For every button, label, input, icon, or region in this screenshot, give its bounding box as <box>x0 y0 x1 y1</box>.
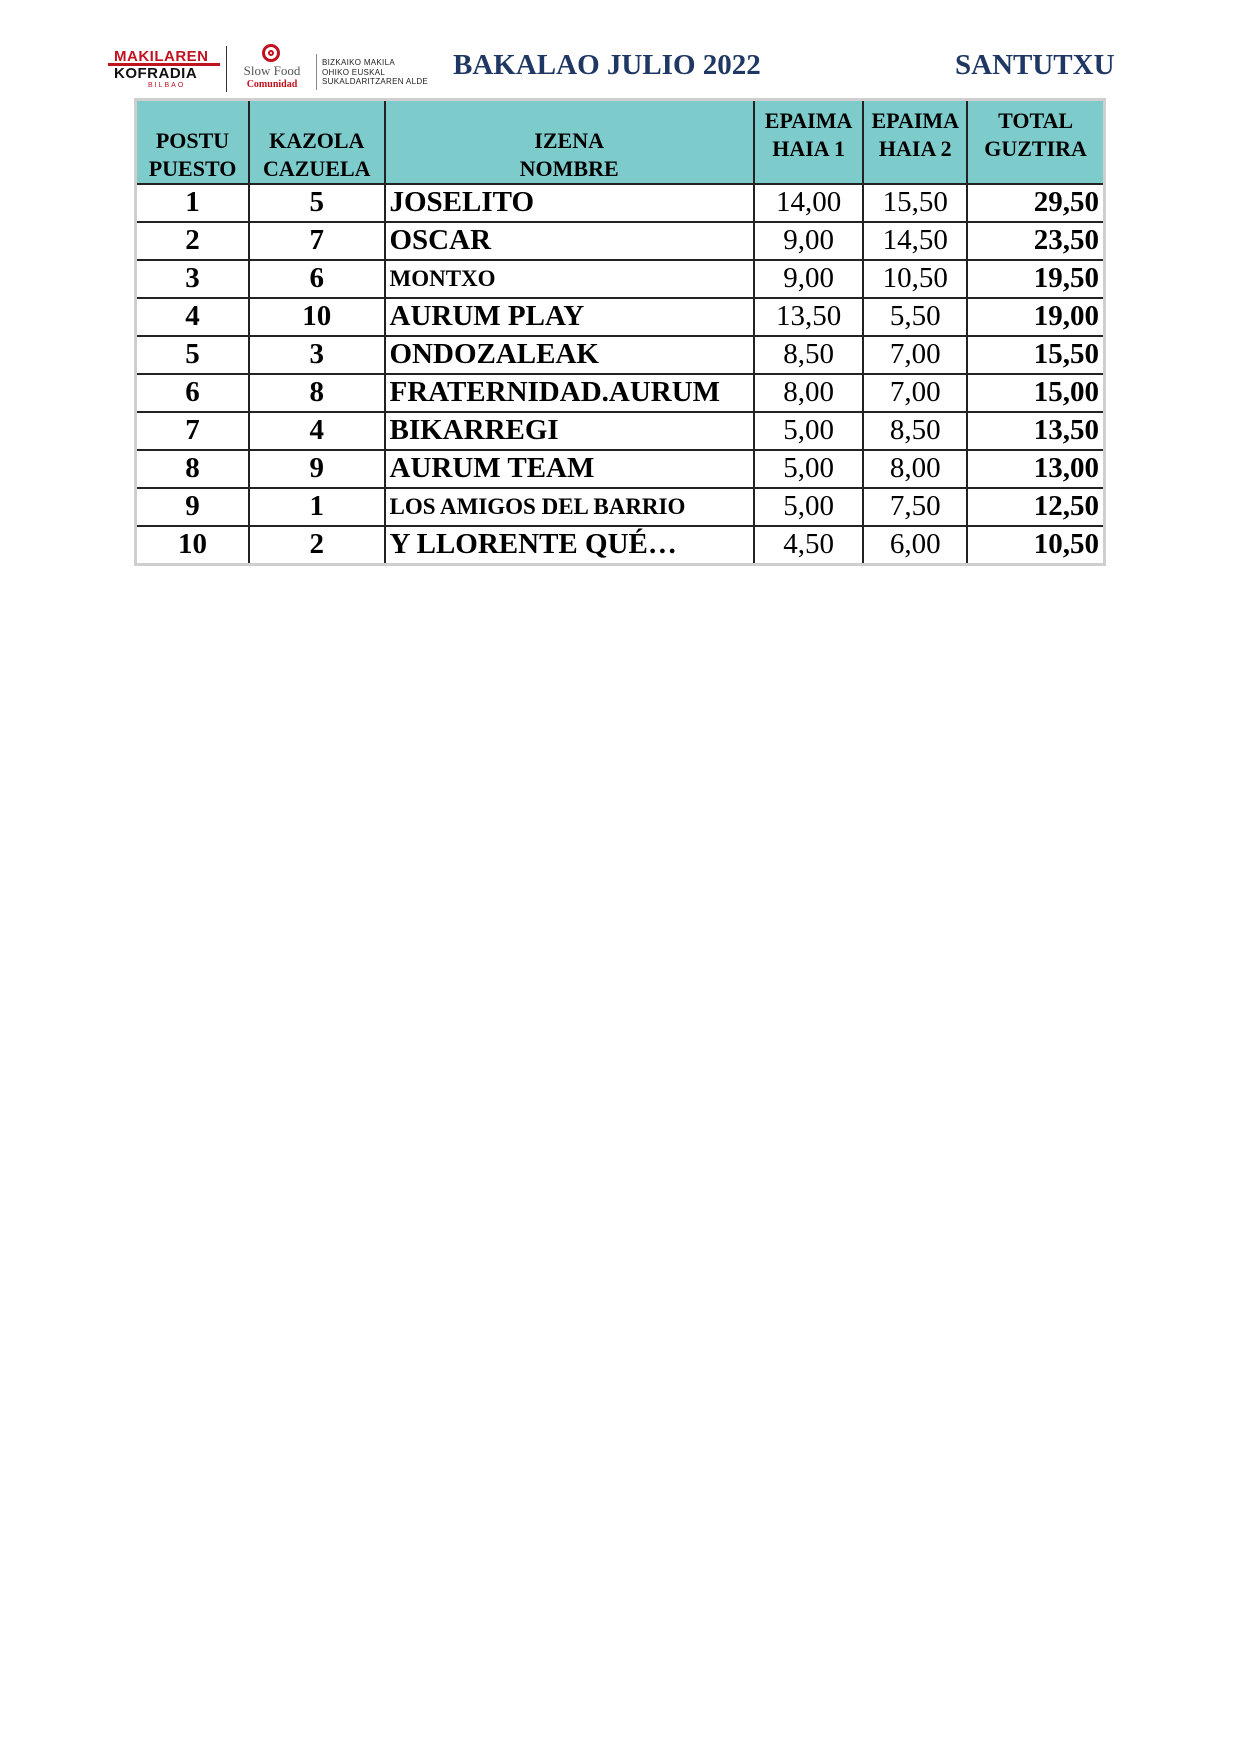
cell-juez2: 5,50 <box>863 298 967 336</box>
table-header-row <box>136 100 1105 184</box>
cell-juez1: 14,00 <box>754 184 864 222</box>
cell-total: 23,50 <box>967 222 1104 260</box>
header-line: HAIA 1 <box>772 135 845 161</box>
cell-nombre: FRATERNIDAD.AURUM <box>385 374 754 412</box>
cell-puesto: 9 <box>136 488 250 526</box>
location-label: SANTUTXU <box>955 49 1115 81</box>
cell-puesto: 6 <box>136 374 250 412</box>
cell-cazuela: 4 <box>249 412 384 450</box>
slow-food-sub: Comunidad <box>246 79 298 90</box>
cell-cazuela: 9 <box>249 450 384 488</box>
cell-nombre: ONDOZALEAK <box>385 336 754 374</box>
cell-nombre: AURUM PLAY <box>385 298 754 336</box>
cell-cazuela: 1 <box>249 488 384 526</box>
cell-puesto: 10 <box>136 526 250 565</box>
logo-text-line: SUKALDARITZAREN ALDE <box>322 77 429 86</box>
logo-divider-2 <box>316 54 317 90</box>
cell-total: 13,50 <box>967 412 1104 450</box>
header-line: GUZTIRA <box>984 135 1087 161</box>
slow-food-name: Slow Food <box>243 63 301 78</box>
table-row <box>136 336 1105 374</box>
cell-total: 10,50 <box>967 526 1104 565</box>
cell-nombre: OSCAR <box>385 222 754 260</box>
cell-total: 15,00 <box>967 374 1104 412</box>
table-row <box>136 412 1105 450</box>
cell-nombre: JOSELITO <box>385 184 754 222</box>
table-row <box>136 526 1105 565</box>
logo-line1: MAKILAREN <box>114 48 209 65</box>
col-header-nombre <box>385 100 754 184</box>
cell-juez1: 5,00 <box>754 450 864 488</box>
cell-cazuela: 10 <box>249 298 384 336</box>
cell-juez1: 8,00 <box>754 374 864 412</box>
header-line: CAZUELA <box>262 155 371 181</box>
col-header-puesto <box>136 100 250 184</box>
header-line: IZENA <box>534 127 604 153</box>
header-line: EPAIMA <box>871 107 960 133</box>
logo-text-line: OHIKO EUSKAL <box>322 67 386 77</box>
cell-cazuela: 7 <box>249 222 384 260</box>
makilaren-kofradia-logo <box>114 48 222 96</box>
cell-juez2: 8,00 <box>863 450 967 488</box>
table-row <box>136 488 1105 526</box>
cell-cazuela: 6 <box>249 260 384 298</box>
slow-food-logo <box>232 44 312 94</box>
cell-nombre: AURUM TEAM <box>385 450 754 488</box>
cell-puesto: 1 <box>136 184 250 222</box>
cell-juez2: 10,50 <box>863 260 967 298</box>
header-line: TOTAL <box>998 107 1074 133</box>
cell-juez2: 7,00 <box>863 374 967 412</box>
table-row <box>136 260 1105 298</box>
cell-juez1: 9,00 <box>754 260 864 298</box>
cell-total: 19,00 <box>967 298 1104 336</box>
cell-cazuela: 2 <box>249 526 384 565</box>
header-line: NOMBRE <box>519 155 619 181</box>
header-line: KAZOLA <box>269 127 365 153</box>
cell-puesto: 5 <box>136 336 250 374</box>
cell-nombre: Y LLORENTE QUÉ… <box>385 526 754 565</box>
cell-puesto: 7 <box>136 412 250 450</box>
cell-puesto: 2 <box>136 222 250 260</box>
cell-juez1: 8,50 <box>754 336 864 374</box>
cell-cazuela: 3 <box>249 336 384 374</box>
col-header-juez1 <box>754 100 864 184</box>
logo-divider <box>226 46 227 92</box>
logo-line2: KOFRADIA <box>114 65 198 82</box>
col-header-total <box>967 100 1104 184</box>
header-line: EPAIMA <box>764 107 853 133</box>
header-line: PUESTO <box>148 155 237 181</box>
cell-nombre: LOS AMIGOS DEL BARRIO <box>385 488 754 526</box>
col-header-cazuela <box>249 100 384 184</box>
cell-puesto: 4 <box>136 298 250 336</box>
cell-cazuela: 8 <box>249 374 384 412</box>
cell-total: 12,50 <box>967 488 1104 526</box>
header-line: HAIA 2 <box>878 135 952 161</box>
cell-total: 19,50 <box>967 260 1104 298</box>
page-title: BAKALAO JULIO 2022 <box>453 49 761 81</box>
cell-cazuela: 5 <box>249 184 384 222</box>
header-line: POSTU <box>155 127 230 153</box>
cell-juez2: 14,50 <box>863 222 967 260</box>
cell-juez1: 4,50 <box>754 526 864 565</box>
table-row <box>136 184 1105 222</box>
cell-juez2: 6,00 <box>863 526 967 565</box>
cell-juez2: 7,00 <box>863 336 967 374</box>
cell-juez1: 13,50 <box>754 298 864 336</box>
cell-total: 15,50 <box>967 336 1104 374</box>
bizkaiko-makila-text <box>322 58 428 87</box>
cell-total: 13,00 <box>967 450 1104 488</box>
table-row <box>136 298 1105 336</box>
cell-juez1: 5,00 <box>754 488 864 526</box>
logo-city: BILBAO <box>148 82 186 89</box>
cell-juez2: 8,50 <box>863 412 967 450</box>
cell-juez2: 7,50 <box>863 488 967 526</box>
cell-total: 29,50 <box>967 184 1104 222</box>
cell-juez1: 5,00 <box>754 412 864 450</box>
cell-nombre: BIKARREGI <box>385 412 754 450</box>
col-header-juez2 <box>863 100 967 184</box>
cell-juez1: 9,00 <box>754 222 864 260</box>
cell-puesto: 3 <box>136 260 250 298</box>
table-row <box>136 222 1105 260</box>
table-row <box>136 374 1105 412</box>
cell-juez2: 15,50 <box>863 184 967 222</box>
results-table <box>134 98 1106 566</box>
logo-text-line: BIZKAIKO MAKILA <box>322 58 395 67</box>
cell-puesto: 8 <box>136 450 250 488</box>
cell-nombre: MONTXO <box>385 260 754 298</box>
table-row <box>136 450 1105 488</box>
snail-icon <box>262 44 280 62</box>
